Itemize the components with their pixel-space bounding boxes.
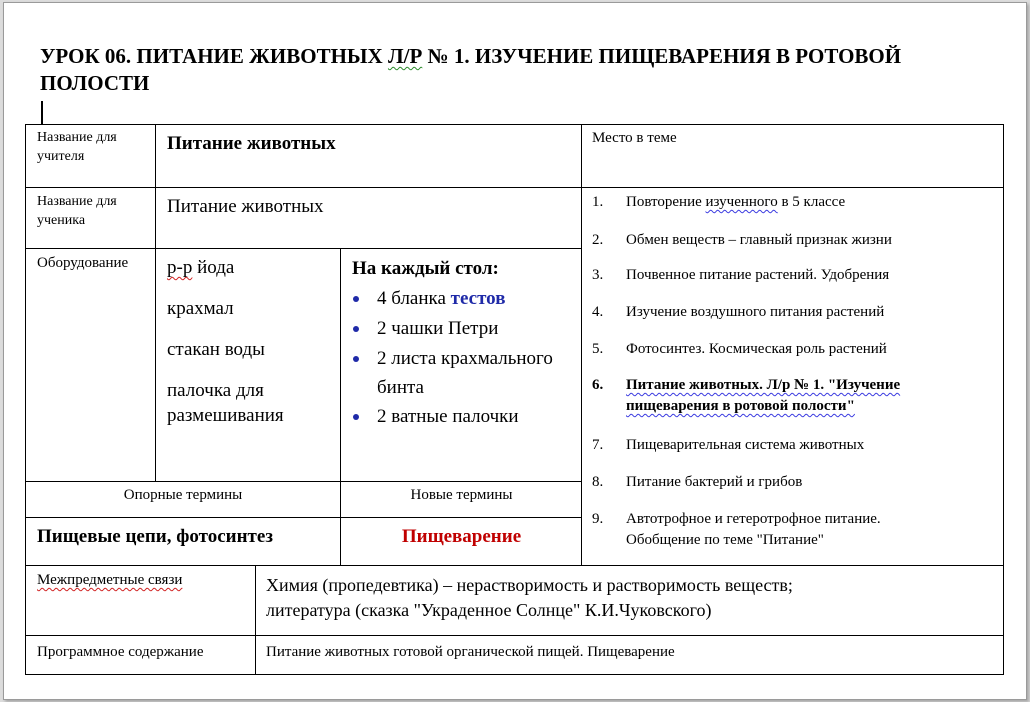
teacher-name-value: Питание животных [167,133,336,154]
program-content-value: Питание животных готовой органической пищей. Пищеварение [266,644,675,660]
place-in-topic-label: Место в теме [592,130,677,146]
bullet-icon [353,326,359,332]
equipment-item-4: палочка для размешивания [167,380,284,426]
new-terms-value: Пищеварение [401,526,522,547]
title-lr: Л/Р [387,44,423,68]
per-table-list [345,284,581,432]
title-prefix: УРОК 06. ПИТАНИЕ ЖИВОТНЫХ [40,44,388,68]
topic-list: 1. Повторение изученного в 5 классе 2. Обмен веществ – главный признак жизни 3. Почвенное питание растений. Удобрения 4. Изучение воздушного питания растений 5. Фотосинтез. Космическая роль растений 6. Питание животных. Л/р № 1. "Изучение пищеварения в ротовой полости" 7. Пищеварительная система животных 8. Питание бактерий и грибов 9. Автотрофное и гетеротрофное питание. Обобщение по теме "Питание" [592,194,901,548]
new-terms-label: Новые термины [410,487,513,503]
per-table-heading: На каждый стол: [352,258,499,279]
equipment-item-2: крахмал [167,298,234,319]
equipment-item-1-abbr: р-р [167,257,193,278]
title-line2: ПОЛОСТИ [40,71,150,95]
document-page [3,2,1027,700]
program-content-label: Программное содержание [37,644,204,660]
student-name-label: Название для ученика [37,194,117,228]
interdisciplinary-value: Химия (пропедевтика) – нерастворимость и растворимость веществ; литература (сказка "Украденное Солнце" К.И.Чуковского) [266,575,793,620]
per-table-item-2: 2 чашки Петри [345,314,581,344]
per-table-item-3: 2 листа крахмального бинта [345,344,581,402]
equipment-label: Оборудование [37,255,129,271]
equipment-item-3: стакан воды [167,339,265,360]
bullet-icon [353,296,359,302]
basic-terms-value: Пищевые цепи, фотосинтез [37,526,273,547]
per-table-item-1: 4 бланка тестов [345,284,581,314]
basic-terms-label: Опорные термины [123,487,243,503]
student-name-value: Питание животных [167,196,324,217]
teacher-name-label: Название для учителя [37,130,117,164]
equipment-item-1-rest: йода [192,257,235,278]
per-table-item-4: 2 ватные палочки [345,402,581,432]
title-suffix: № 1. ИЗУЧЕНИЕ ПИЩЕВАРЕНИЯ В РОТОВОЙ [422,44,902,68]
tests-link[interactable]: тестов [450,288,506,309]
bullet-icon [353,356,359,362]
bullet-icon [353,414,359,420]
text-cursor [41,101,43,125]
equipment-list [167,256,337,428]
interdisciplinary-label: Межпредметные связи [37,572,183,588]
